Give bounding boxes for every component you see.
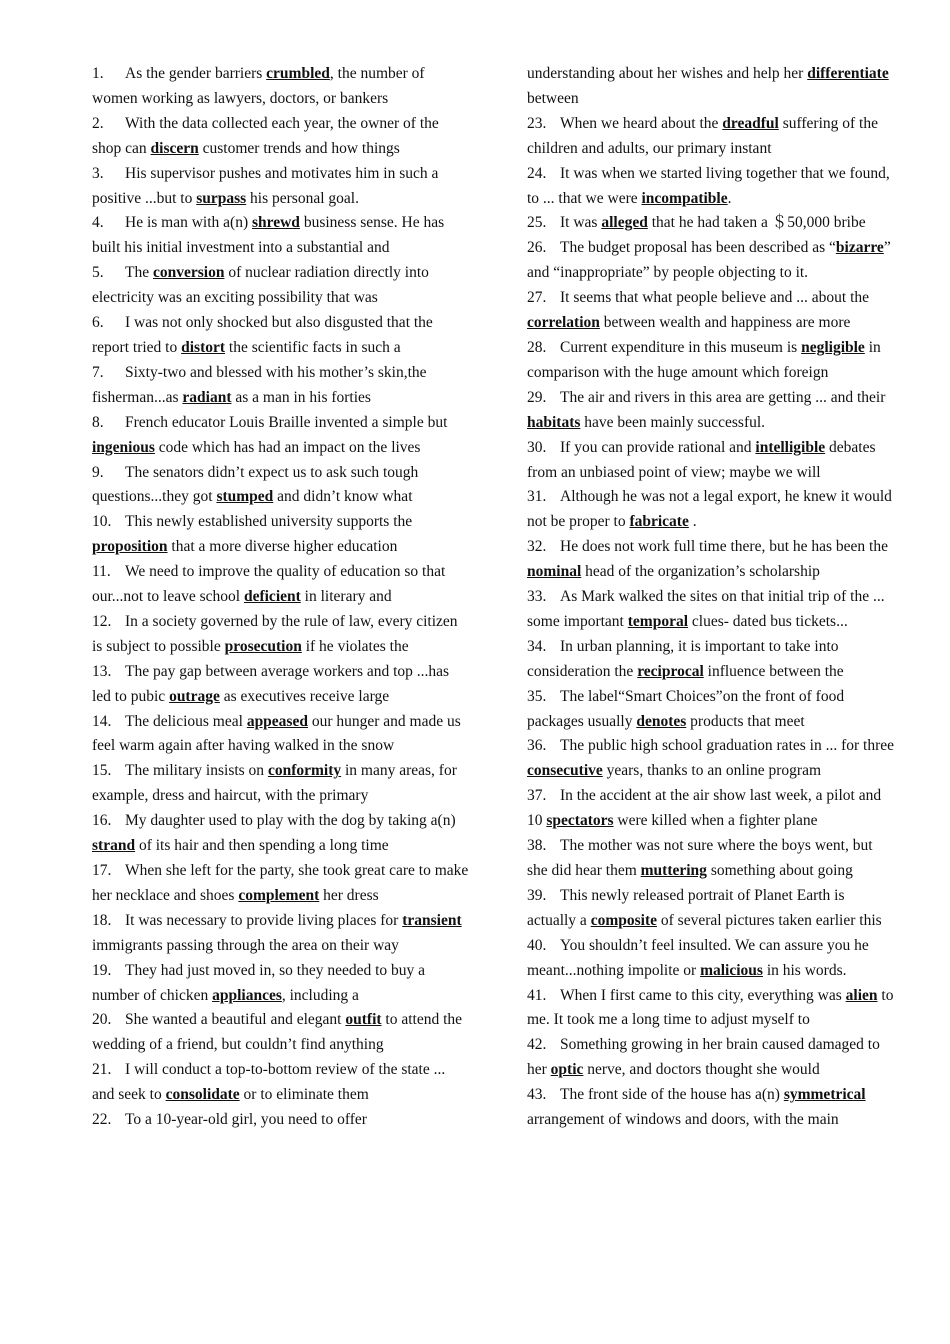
sentence-text: My daughter used to play with the dog by taking a(n) (125, 812, 456, 830)
sentence-text: years, thanks to an online program (602, 762, 821, 780)
sentence-text: code which has had an impact on the lives (154, 438, 421, 456)
sentence-text: The military insists on (125, 762, 268, 780)
vocab-item (92, 710, 470, 760)
item-number: 4. (92, 214, 104, 232)
right-column (527, 62, 897, 1133)
sentence-text: or to eliminate them (239, 1086, 369, 1104)
sentence-text: in many areas, for example, dress and haircut, with the primary (92, 762, 457, 805)
vocab-item (527, 236, 897, 286)
sentence-text: His supervisor pushes and motivates him in such a positive ...but to (92, 164, 439, 207)
vocab-item (527, 934, 897, 984)
keyword: surpass (196, 189, 247, 207)
sentence-text: as executives receive large (219, 687, 390, 705)
vocab-item (92, 660, 470, 710)
vocab-item (527, 1033, 897, 1083)
keyword: strand (92, 837, 136, 855)
keyword: appeased (246, 712, 308, 730)
item-number: 12. (92, 612, 112, 630)
sentence-text: . (727, 189, 732, 207)
item-number: 33. (527, 588, 547, 606)
keyword: incompatible (641, 189, 728, 207)
sentence-text: were killed when a fighter plane (613, 812, 818, 830)
sentence-text: I will conduct a top-to-bottom review of the state ... and seek to (92, 1061, 446, 1104)
keyword: denotes (636, 712, 687, 730)
vocab-item (527, 834, 897, 884)
sentence-text: . (688, 513, 697, 531)
sentence-text: He is man with a(n) (125, 214, 252, 232)
sentence-text: debates from an unbiased point of view; maybe we will (527, 438, 876, 481)
sentence-text: that he had taken a ＄50,000 bribe (647, 214, 866, 232)
item-number: 17. (92, 862, 112, 879)
item-number: 22. (92, 1111, 112, 1129)
sentence-text: You shouldn’t feel insulted. We can assure you he meant...nothing impolite or (527, 936, 869, 979)
keyword: outfit (345, 1011, 382, 1029)
sentence-text: suffering of the children and adults, our primary instant (527, 114, 878, 157)
sentence-text: to me. It took me a long time to adjust myself to (527, 986, 894, 1029)
sentence-text: business sense. He has built his initial investment into a substantial and (92, 214, 445, 257)
sentence-text: The mother was not sure where the boys went, but she did hear them (527, 837, 873, 879)
item-number: 34. (527, 637, 547, 655)
keyword: conformity (267, 762, 342, 780)
sentence-text: The senators didn’t expect us to ask such tough questions...they got (92, 463, 419, 506)
sentence-text: something about going (706, 862, 853, 879)
item-number: 8. (92, 413, 104, 431)
keyword: prosecution (224, 637, 302, 655)
sentence-text: Although he was not a legal export, he knew it would not be proper to (527, 488, 892, 531)
vocab-item (92, 1008, 470, 1058)
sentence-text: clues- dated bus tickets... (688, 612, 848, 630)
sentence-text: I was not only shocked but also disgusted that the report tried to (92, 314, 433, 356)
keyword: intelligible (755, 438, 826, 456)
keyword: discern (150, 139, 199, 157)
sentence-text: When she left for the party, she took great care to make her necklace and shoes (92, 862, 469, 904)
item-number: 15. (92, 762, 112, 780)
item-number: 35. (527, 687, 547, 705)
vocab-item (527, 984, 897, 1034)
sentence-text: It was (560, 214, 602, 232)
sentence-text: of nuclear radiation directly into electricity was an exciting possibility that was (92, 264, 429, 307)
sentence-text: , including a (281, 986, 359, 1004)
vocab-item (527, 535, 897, 585)
vocab-item (527, 1083, 897, 1133)
vocab-item (92, 211, 470, 261)
keyword: transient (402, 911, 462, 929)
sentence-text: customer trends and how things (198, 139, 400, 157)
keyword: consolidate (165, 1086, 240, 1104)
sentence-text: The budget proposal has been described as “ (560, 239, 836, 257)
sentence-text: of its hair and then spending a long time (135, 837, 389, 855)
sentence-text: The pay gap between average workers and top ...has led to pubic (92, 662, 450, 705)
sentence-text: It was when we started living together that we found, to ... that we were (527, 164, 890, 207)
vocab-item (527, 485, 897, 535)
vocab-item (527, 884, 897, 934)
item-number: 30. (527, 438, 547, 456)
sentence-text: She wanted a beautiful and elegant (125, 1011, 346, 1029)
vocab-item (92, 112, 470, 162)
vocab-item (92, 162, 470, 212)
keyword: stumped (216, 488, 274, 506)
sentence-text: her dress (319, 886, 379, 904)
keyword: distort (181, 338, 226, 356)
vocab-item (92, 809, 470, 859)
sentence-text: When we heard about the (560, 114, 723, 132)
vocab-item (527, 162, 897, 212)
vocab-item (92, 411, 470, 461)
sentence-text: The label“Smart Choices”on the front of food packages usually (527, 687, 845, 730)
sentence-text: as a man in his forties (231, 388, 371, 406)
sentence-text: It was necessary to provide living places for (125, 911, 403, 929)
sentence-text: This newly established university supports the (125, 513, 413, 531)
vocab-item (527, 635, 897, 685)
item-number: 37. (527, 787, 547, 805)
keyword: alleged (601, 214, 648, 232)
keyword: proposition (92, 538, 168, 556)
vocab-item (92, 959, 470, 1009)
sentence-text: between (527, 89, 579, 107)
sentence-text: In urban planning, it is important to take into consideration the (527, 637, 839, 680)
item-number: 1. (92, 65, 104, 82)
keyword: nominal (527, 563, 582, 581)
sentence-text: In a society governed by the rule of law, every citizen is subject to possible (92, 612, 458, 655)
item-number: 6. (92, 314, 104, 332)
item-number: 14. (92, 712, 112, 730)
item-number: 43. (527, 1086, 547, 1104)
vocab-item (92, 909, 470, 959)
item-number: 25. (527, 214, 547, 232)
sentence-text: arrangement of windows and doors, with the main (527, 1111, 839, 1129)
sentence-text: immigrants passing through the area on their way (92, 936, 399, 954)
item-number: 16. (92, 812, 112, 830)
sentence-text: As the gender barriers (125, 65, 267, 82)
sentence-text: To a 10-year-old girl, you need to offer (125, 1111, 367, 1129)
sentence-text: The air and rivers in this area are getting ... and their (560, 388, 886, 406)
sentence-text: head of the organization’s scholarship (581, 563, 820, 581)
sentence-text: that a more diverse higher education (167, 538, 398, 556)
sentence-text: of several pictures taken earlier this (657, 911, 882, 929)
sentence-text: If you can provide rational and (560, 438, 756, 456)
sentence-text: in his words. (762, 961, 847, 979)
keyword: spectators (546, 812, 614, 830)
item-number: 5. (92, 264, 104, 282)
item-number: 18. (92, 911, 112, 929)
keyword: symmetrical (783, 1086, 866, 1104)
keyword: optic (550, 1061, 584, 1079)
keyword: fabricate (629, 513, 689, 531)
sentence-text: if he violates the (301, 637, 409, 655)
sentence-text: The public high school graduation rates in ... for three (560, 737, 895, 755)
keyword: negligible (801, 338, 865, 356)
vocab-item (527, 436, 897, 486)
vocab-item (527, 286, 897, 336)
keyword: crumbled (266, 65, 330, 82)
sentence-text: understanding about her wishes and help her (527, 65, 808, 82)
sentence-text: influence between the (703, 662, 844, 680)
item-number: 32. (527, 538, 547, 556)
vocab-item (527, 386, 897, 436)
item-number: 3. (92, 164, 104, 182)
item-number: 20. (92, 1011, 112, 1029)
vocab-item (92, 560, 470, 610)
keyword: complement (238, 886, 320, 904)
sentence-text: With the data collected each year, the owner of the shop can (92, 114, 439, 157)
keyword: differentiate (807, 65, 889, 82)
item-number: 23. (527, 114, 547, 132)
keyword: habitats (527, 413, 581, 431)
item-number: 38. (527, 837, 547, 855)
item-number: 42. (527, 1036, 547, 1054)
item-number: 41. (527, 986, 547, 1004)
sentence-text: Current expenditure in this museum is (560, 338, 802, 356)
vocab-item (92, 261, 470, 311)
keyword: radiant (182, 388, 232, 406)
item-number: 10. (92, 513, 112, 531)
sentence-text: This newly released portrait of Planet Earth is actually a (527, 886, 845, 929)
sentence-text: have been mainly successful. (580, 413, 766, 431)
vocab-item (527, 62, 897, 112)
keyword: shrewd (251, 214, 300, 232)
vocab-item (92, 1058, 470, 1108)
item-number: 40. (527, 936, 547, 954)
vocab-item (92, 759, 470, 809)
sentence-text: in comparison with the huge amount which foreign (527, 338, 881, 381)
item-number: 24. (527, 164, 547, 182)
sentence-text: in literary and (300, 588, 392, 606)
sentence-text: to attend the wedding of a friend, but couldn’t find anything (92, 1011, 463, 1054)
vocab-item (527, 112, 897, 162)
sentence-text: nerve, and doctors thought she would (583, 1061, 820, 1079)
keyword: consecutive (527, 762, 603, 780)
item-number: 13. (92, 662, 112, 680)
item-number: 39. (527, 886, 547, 904)
sentence-text: We need to improve the quality of education so that our...not to leave school (92, 563, 446, 606)
keyword: temporal (627, 612, 689, 630)
vocab-item (92, 1108, 470, 1133)
sentence-text: The (125, 264, 153, 282)
sentence-text: our hunger and made us feel warm again after having walked in the snow (92, 712, 461, 755)
item-number: 19. (92, 961, 112, 979)
vocab-item (527, 685, 897, 735)
item-number: 28. (527, 338, 547, 356)
item-number: 2. (92, 114, 104, 132)
sentence-text: French educator Louis Braille invented a simple but (125, 413, 448, 431)
vocab-item (92, 62, 470, 112)
keyword: ingenious (92, 438, 155, 456)
vocab-item (527, 784, 897, 834)
sentence-text: ” and “inappropriate” by people objecting to it. (527, 239, 891, 282)
keyword: correlation (527, 314, 600, 332)
sentence-text: Sixty-two and blessed with his mother’s skin,the fisherman...as (92, 363, 427, 406)
sentence-text: his personal goal. (246, 189, 359, 207)
sentence-text: Something growing in her brain caused damaged to her (527, 1036, 880, 1079)
sentence-text: When I first came to this city, everything was (560, 986, 846, 1004)
keyword: conversion (152, 264, 225, 282)
keyword: alien (845, 986, 878, 1004)
vocab-item (527, 211, 897, 236)
item-number: 31. (527, 488, 547, 506)
vocab-item (92, 859, 470, 909)
sentence-text: It seems that what people believe and ... about the (560, 289, 870, 307)
left-column (92, 62, 470, 1133)
keyword: muttering (640, 862, 707, 879)
item-number: 7. (92, 363, 104, 381)
sentence-text: In the accident at the air show last week, a pilot and 10 (527, 787, 882, 830)
item-number: 9. (92, 463, 104, 481)
keyword: appliances (212, 986, 282, 1004)
vocab-item (527, 336, 897, 386)
vocab-item (527, 734, 897, 784)
keyword: malicious (700, 961, 763, 979)
keyword: outrage (169, 687, 220, 705)
sentence-text: The front side of the house has a(n) (560, 1086, 784, 1104)
item-number: 29. (527, 388, 547, 406)
sentence-text: They had just moved in, so they needed to buy a number of chicken (92, 961, 426, 1004)
sentence-text: the scientific facts in such a (225, 338, 401, 356)
item-number: 27. (527, 289, 547, 307)
item-number: 11. (92, 563, 111, 581)
vocab-item (92, 311, 470, 361)
item-number: 26. (527, 239, 547, 257)
vocab-item (92, 461, 470, 511)
keyword: deficient (243, 588, 301, 606)
sentence-text: As Mark walked the sites on that initial trip of the ... some important (527, 588, 885, 630)
keyword: bizarre (835, 239, 884, 257)
keyword: reciprocal (637, 662, 704, 680)
sentence-text: between wealth and happiness are more (599, 314, 851, 332)
vocab-item (527, 585, 897, 635)
item-number: 36. (527, 737, 547, 755)
vocab-item (92, 361, 470, 411)
item-number: 21. (92, 1061, 112, 1079)
sentence-text: He does not work full time there, but he has been the (560, 538, 888, 556)
sentence-text: products that meet (686, 712, 805, 730)
keyword: composite (590, 911, 657, 929)
sentence-text: and didn’t know what (273, 488, 413, 506)
sentence-text: , the number of women working as lawyers, doctors, or bankers (92, 65, 425, 107)
vocab-item (92, 510, 470, 560)
keyword: dreadful (722, 114, 779, 132)
vocab-item (92, 610, 470, 660)
sentence-text: The delicious meal (125, 712, 247, 730)
